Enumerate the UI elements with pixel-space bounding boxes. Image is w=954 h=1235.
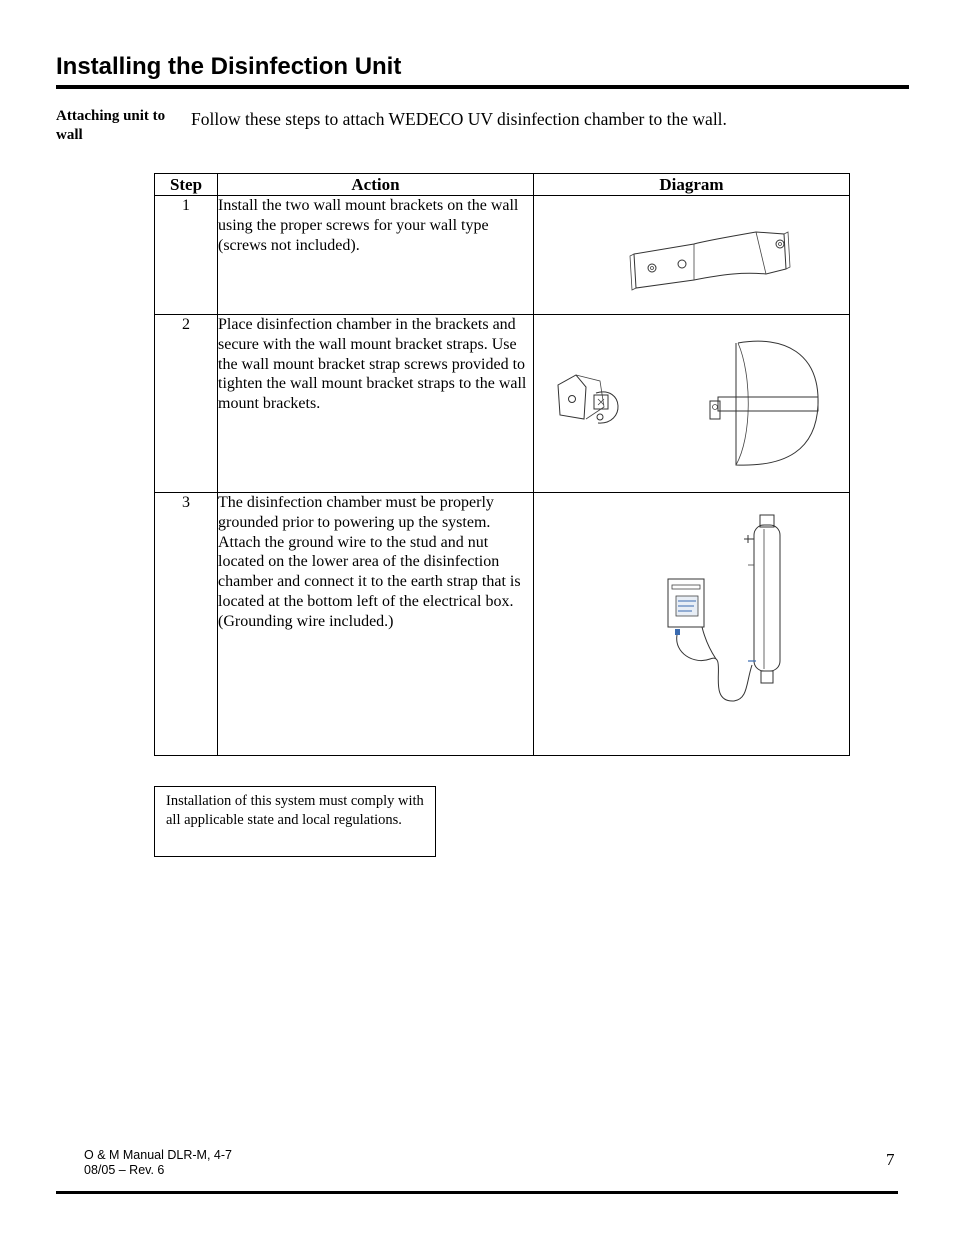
wall-mount-bracket-diagram (534, 196, 850, 315)
grounding-wire-diagram (534, 493, 850, 756)
page-title: Installing the Disinfection Unit (56, 53, 402, 80)
step-action: Place disinfection chamber in the brackets and secure with the wall mount bracket straps. Use the wall mount bracket strap screws provided to tighten the wall mount bracket straps to the wall mount brackets. (218, 315, 534, 493)
page-number: 7 (886, 1150, 895, 1169)
step-number: 1 (155, 196, 218, 315)
title-rule (56, 85, 909, 89)
intro-text: Follow these steps to attach WEDECO UV disinfection chamber to the wall. (191, 109, 727, 129)
bracket-drawing (534, 196, 848, 313)
grounding-drawing (534, 493, 848, 754)
compliance-note: Installation of this system must comply with all applicable state and local regulations. (154, 786, 436, 857)
steps-table (154, 173, 850, 756)
footer-manual-info (84, 1148, 232, 1178)
table-header-row (155, 174, 850, 196)
footer-rule (56, 1191, 898, 1194)
step-number: 3 (155, 493, 218, 756)
header-diagram: Diagram (534, 174, 850, 196)
footer-manual-line: O & M Manual DLR-M, 4-7 (84, 1148, 232, 1162)
table-row (155, 315, 850, 493)
chamber-bracket-drawing (534, 315, 848, 491)
step-number: 2 (155, 315, 218, 493)
header-action: Action (218, 174, 534, 196)
chamber-in-bracket-diagram (534, 315, 850, 493)
side-heading: Attaching unit to wall (56, 108, 166, 143)
step-action: Install the two wall mount brackets on the wall using the proper screws for your wall type (screws not included). (218, 196, 534, 315)
table-row (155, 493, 850, 756)
table-row (155, 196, 850, 315)
footer-revision-line: 08/05 – Rev. 6 (84, 1163, 165, 1177)
header-step: Step (155, 174, 218, 196)
step-action: The disinfection chamber must be properly grounded prior to powering up the system. Attach the ground wire to the stud and nut located on the lower area of the disinfection chamber and connect it to the earth strap that is located at the bottom left of the electrical box. (Grounding wire included.) (218, 493, 534, 756)
